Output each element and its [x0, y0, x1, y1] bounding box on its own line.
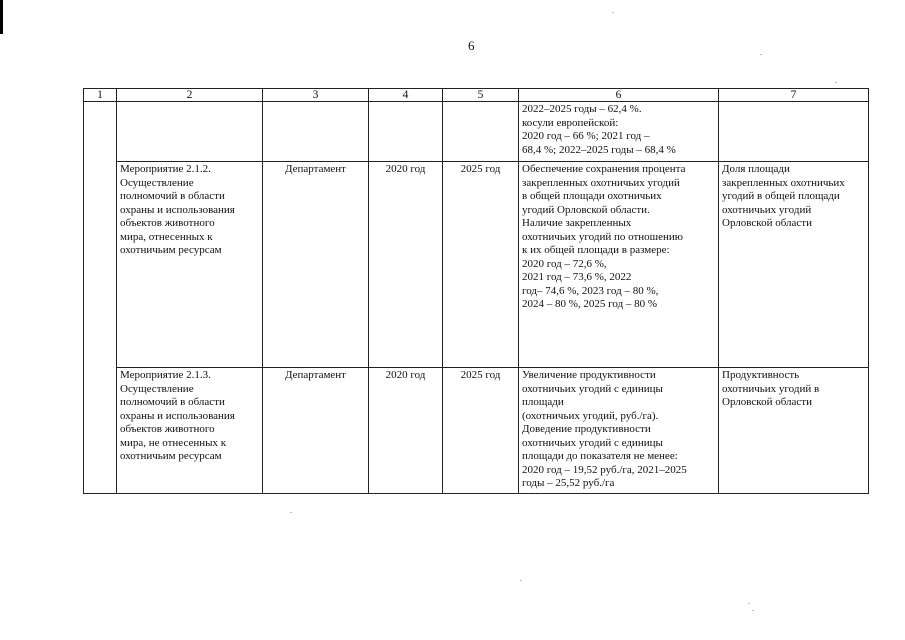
scan-speck: [612, 12, 614, 13]
header-cell-6: 6: [519, 89, 719, 102]
indicator-cell: Продуктивность охотничьих угодий в Орловской области: [719, 368, 869, 494]
start-year-cell: 2020 год: [369, 162, 443, 368]
executor-cell: Департамент: [263, 368, 369, 494]
end-year-cell: 2025 год: [443, 368, 519, 494]
expected-result-cell: 2022–2025 годы – 62,4 %. косули европейской: 2020 год – 66 %; 2021 год – 68,4 %; 2022–2025 годы – 68,4 %: [519, 102, 719, 162]
header-cell-7: 7: [719, 89, 869, 102]
end-year-cell: 2025 год: [443, 162, 519, 368]
measure-name-cell: Мероприятие 2.1.3. Осуществление полномочий в области охраны и использования объектов животного мира, не отнесенных к охотничьим ресурсам: [117, 368, 263, 494]
page-number: 6: [468, 38, 475, 53]
scan-speck: [290, 512, 292, 513]
table-row: [84, 102, 869, 162]
header-cell-5: 5: [443, 89, 519, 102]
scan-speck: [835, 82, 837, 83]
expected-result-cell: Увеличение продуктивности охотничьих угодий с единицы площади (охотничьих угодий, руб./га). Доведение продуктивности охотничьих угодий с единицы площади до показателя не менее: 2020 год – 19,52 руб./га, 2021–2025 годы – 25,52 руб./га: [519, 368, 719, 494]
scan-edge-mark: [0, 0, 3, 34]
table-header-row: [84, 89, 869, 102]
scan-speck: [520, 580, 522, 581]
expected-result-cell: Обеспечение сохранения процента закрепленных охотничьих угодий в общей площади охотничьих угодий Орловской области. Наличие закрепленных охотничьих угодий по отношению к их общей площади в размере: 2020 год – 72,6 %, 2021 год – 73,6 %, 2022 год– 74,6 %, 2023 год – 80 %, 2024 – 80 %, 2025 год – 80 %: [519, 162, 719, 368]
header-cell-2: 2: [117, 89, 263, 102]
executor-cell: [263, 102, 369, 162]
scan-speck: [748, 603, 750, 604]
scan-speck: [760, 54, 762, 55]
header-cell-3: 3: [263, 89, 369, 102]
start-year-cell: [369, 102, 443, 162]
header-cell-1: 1: [84, 89, 117, 102]
table-row: [84, 368, 869, 494]
executor-cell: Департамент: [263, 162, 369, 368]
scan-speck: [752, 610, 754, 611]
start-year-cell: 2020 год: [369, 368, 443, 494]
merged-number-cell: [84, 102, 117, 494]
header-cell-4: 4: [369, 89, 443, 102]
measure-name-cell: [117, 102, 263, 162]
measures-table: [83, 88, 869, 494]
indicator-cell: [719, 102, 869, 162]
table-row: [84, 162, 869, 368]
end-year-cell: [443, 102, 519, 162]
measure-name-cell: Мероприятие 2.1.2. Осуществление полномочий в области охраны и использования объектов животного мира, отнесенных к охотничьим ресурсам: [117, 162, 263, 368]
indicator-cell: Доля площади закрепленных охотничьих угодий в общей площади охотничьих угодий Орловской области: [719, 162, 869, 368]
